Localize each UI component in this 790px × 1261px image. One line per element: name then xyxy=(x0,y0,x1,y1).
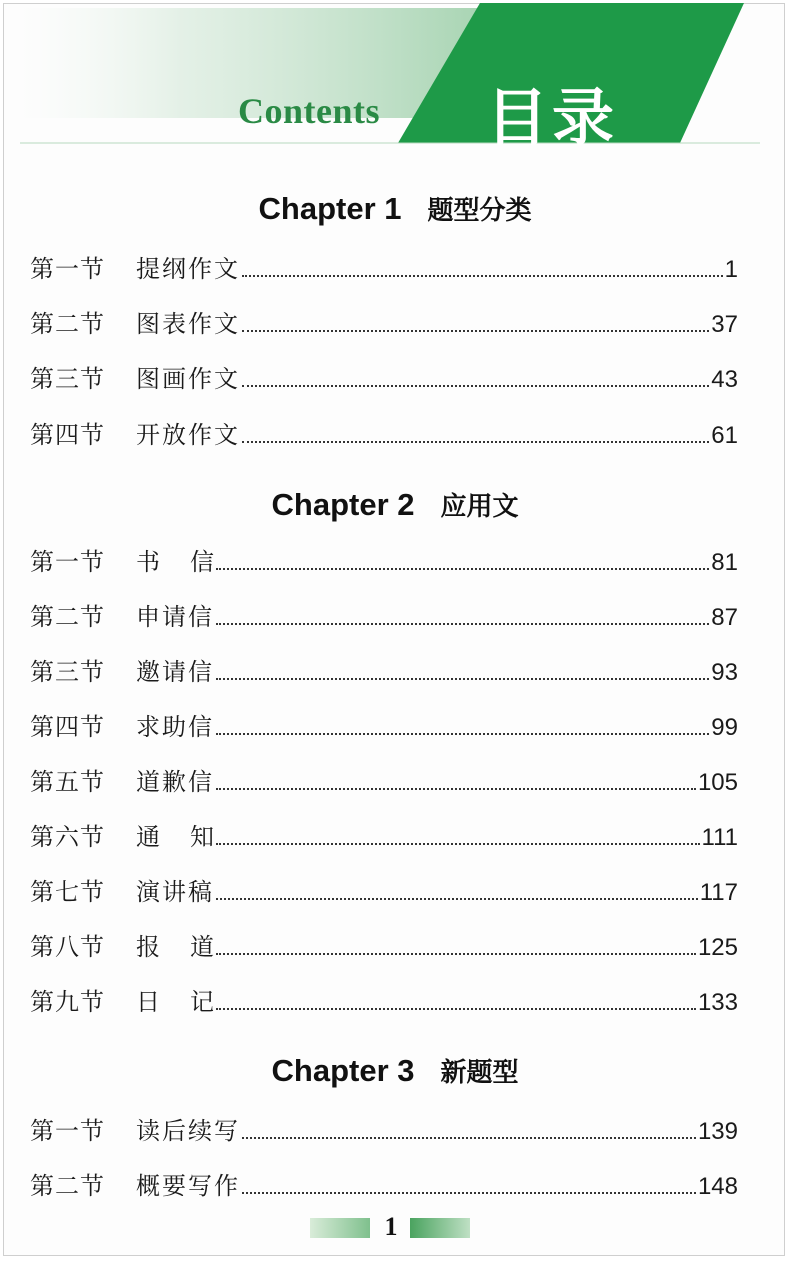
entry-name: 开放作文 xyxy=(136,421,240,449)
section-label: 第五节 xyxy=(30,768,105,796)
dot-leader xyxy=(242,1192,696,1194)
dot-leader xyxy=(242,385,709,387)
page-number: 81 xyxy=(711,549,738,576)
toc-row[interactable] xyxy=(30,303,738,339)
section-label: 第九节 xyxy=(30,988,105,1016)
section-label: 第一节 xyxy=(30,255,105,283)
chapter-1-title: 题型分类 xyxy=(427,196,532,226)
dot-leader xyxy=(216,623,709,625)
toc-row[interactable] xyxy=(30,596,738,632)
page-number: 117 xyxy=(699,879,738,906)
section-label: 第一节 xyxy=(30,1117,105,1145)
toc-row[interactable] xyxy=(30,1110,738,1146)
dot-leader xyxy=(216,788,696,790)
chapter-2-label: Chapter 2 xyxy=(271,487,415,522)
page-number: 133 xyxy=(697,989,738,1016)
section-label: 第四节 xyxy=(30,421,105,449)
contents-title-en: Contents xyxy=(238,91,381,131)
entry-name-char: 信 xyxy=(190,548,214,576)
toc-row[interactable] xyxy=(30,1165,738,1201)
toc-row[interactable] xyxy=(30,926,738,962)
section-label: 第三节 xyxy=(30,658,105,686)
entry-name xyxy=(136,817,214,852)
chapter-3-label: Chapter 3 xyxy=(271,1053,415,1088)
entry-name-char: 通 xyxy=(136,823,160,851)
section-label: 第八节 xyxy=(30,933,105,961)
dot-leader xyxy=(216,568,709,570)
dot-leader xyxy=(242,441,709,443)
page-number: 139 xyxy=(697,1118,738,1145)
section-label: 第七节 xyxy=(30,878,105,906)
toc-row[interactable] xyxy=(30,414,738,450)
entry-name: 提纲作文 xyxy=(136,255,240,283)
page-number: 43 xyxy=(711,366,738,393)
dot-leader xyxy=(242,330,709,332)
section-label: 第二节 xyxy=(30,310,105,338)
contents-title-cn: 目录 xyxy=(486,81,619,154)
entry-name: 图画作文 xyxy=(136,365,240,393)
page-number: 93 xyxy=(711,659,738,686)
chapter-3-title: 新题型 xyxy=(440,1058,519,1088)
header-banner xyxy=(0,0,790,160)
page-number: 105 xyxy=(697,769,738,796)
entry-name: 读后续写 xyxy=(136,1117,240,1145)
page-number: 99 xyxy=(711,714,738,741)
entry-name xyxy=(136,542,214,577)
footer-bar-right xyxy=(410,1218,470,1238)
page-number: 87 xyxy=(711,604,738,631)
dot-leader xyxy=(242,275,723,277)
entry-name-char: 书 xyxy=(136,548,160,576)
entry-name: 邀请信 xyxy=(136,658,214,686)
page-number: 148 xyxy=(697,1173,738,1200)
toc-row[interactable] xyxy=(30,651,738,687)
dot-leader xyxy=(216,953,696,955)
toc-row[interactable] xyxy=(30,358,738,394)
toc-row[interactable] xyxy=(30,981,738,1017)
entry-name-char: 报 xyxy=(136,933,160,961)
toc-row[interactable] xyxy=(30,706,738,742)
section-label: 第六节 xyxy=(30,823,105,851)
entry-name: 概要写作 xyxy=(136,1172,240,1200)
toc-row[interactable] xyxy=(30,541,738,577)
chapter-1-heading xyxy=(0,190,790,227)
page-number: 61 xyxy=(711,422,738,449)
entry-name: 求助信 xyxy=(136,713,214,741)
footer-page-number: 1 xyxy=(384,1212,398,1241)
entry-name: 图表作文 xyxy=(136,310,240,338)
chapter-3-heading xyxy=(0,1052,790,1089)
entry-name xyxy=(136,927,214,962)
entry-name-char: 记 xyxy=(190,988,214,1016)
page-number: 1 xyxy=(724,256,738,283)
page-number: 111 xyxy=(701,824,738,851)
toc-row[interactable] xyxy=(30,248,738,284)
footer xyxy=(310,1213,480,1243)
dot-leader xyxy=(216,898,698,900)
page-number: 37 xyxy=(711,311,738,338)
entry-name-char: 知 xyxy=(190,823,214,851)
dot-leader xyxy=(216,843,700,845)
entry-name xyxy=(136,982,214,1017)
chapter-2-heading xyxy=(0,486,790,523)
section-label: 第一节 xyxy=(30,548,105,576)
entry-name-char: 道 xyxy=(190,933,214,961)
section-label: 第三节 xyxy=(30,365,105,393)
page-number: 125 xyxy=(697,934,738,961)
section-label: 第四节 xyxy=(30,713,105,741)
header xyxy=(0,0,790,160)
chapter-2-title: 应用文 xyxy=(440,492,519,522)
dot-leader xyxy=(216,678,709,680)
toc-row[interactable] xyxy=(30,816,738,852)
entry-name: 道歉信 xyxy=(136,768,214,796)
toc-row[interactable] xyxy=(30,871,738,907)
footer-bar-left xyxy=(310,1218,370,1238)
dot-leader xyxy=(242,1137,696,1139)
entry-name: 申请信 xyxy=(136,603,214,631)
chapter-1-label: Chapter 1 xyxy=(258,191,402,226)
entry-name: 演讲稿 xyxy=(136,878,214,906)
dot-leader xyxy=(216,1008,696,1010)
entry-name-char: 日 xyxy=(136,988,160,1016)
section-label: 第二节 xyxy=(30,603,105,631)
toc-row[interactable] xyxy=(30,761,738,797)
dot-leader xyxy=(216,733,709,735)
section-label: 第二节 xyxy=(30,1172,105,1200)
